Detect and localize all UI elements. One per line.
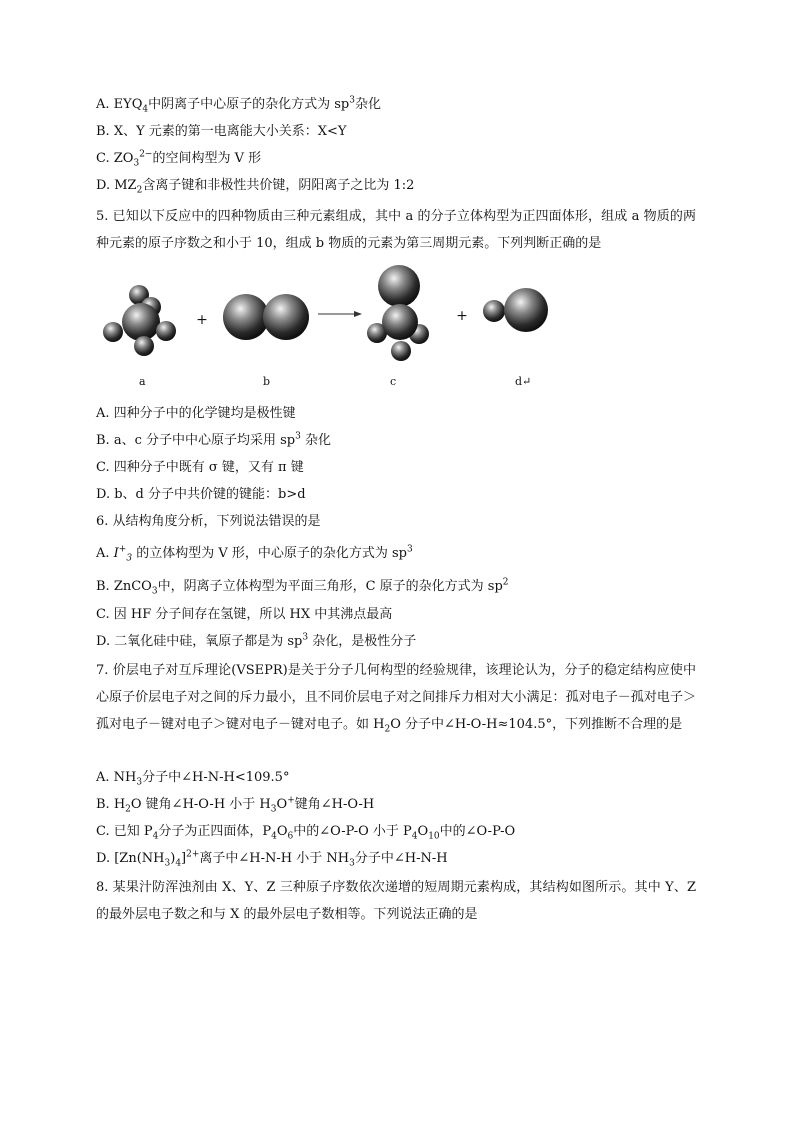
- q6-option-c: C. 因 HF 分子间存在氢键，所以 HX 中其沸点最高: [96, 607, 393, 622]
- atom-a-right: [156, 321, 176, 341]
- q5-option-c: C. 四种分子中既有 σ 键，又有 π 键: [96, 460, 304, 475]
- label-d: d↵: [515, 375, 532, 388]
- plus-sign-1: +: [196, 312, 208, 328]
- q5-reaction-figure: [96, 262, 566, 392]
- q7-option-c: C. 已知 $P_4$分子为正四面体，$P_4O_6$中的∠O-P-O 小于 $P_4O_{10}$中的∠O-P-O: [96, 824, 516, 842]
- q6-stem: 6. 从结构角度分析，下列说法错误的是: [96, 514, 321, 529]
- q8-stem: 8. 某果汁防浑浊剂由 X、Y、Z 三种原子序数依次递增的短周期元素构成，其结构如图所示。其中 Y、Z 的最外层电子数之和与 X 的最外层电子数相等。下列说法正确的是: [96, 880, 696, 922]
- atom-d-small: [483, 300, 505, 322]
- atom-b-left: [223, 294, 269, 340]
- atom-a-center: [122, 303, 160, 341]
- atom-d-large: [504, 288, 548, 332]
- label-a: a: [139, 375, 146, 388]
- q6-option-a: A. $I^+_3$ 的立体构型为 V 形，中心原子的杂化方式为 $sp^3$: [96, 544, 413, 564]
- molecule-a: [103, 285, 176, 356]
- atom-c-center: [382, 304, 418, 340]
- q4-option-a: A. $EYQ_4$中阴离子中心原子的杂化方式为 $sp^3$杂化: [96, 95, 382, 115]
- atom-a-bottom: [134, 336, 154, 356]
- molecule-c: [367, 265, 429, 361]
- molecule-b: [223, 294, 309, 340]
- atom-c-top: [378, 265, 420, 307]
- q5-option-b: B. a、c 分子中中心原子均采用 $sp^3$ 杂化: [96, 431, 331, 448]
- q6-option-b: B. ZnCO$_3$中，阴离子立体构型为平面三角形，C 原子的杂化方式为 $sp^2$: [96, 577, 509, 597]
- reaction-arrow: [318, 311, 362, 317]
- atom-c-bottom: [391, 341, 411, 361]
- q4-option-b: B. X、Y 元素的第一电离能大小关系：X<Y: [96, 124, 347, 139]
- q7-option-b: B. $H_2O$ 键角∠H-O-H 小于 $H_3O^+$键角∠H-O-H: [96, 795, 375, 815]
- q6-option-d: D. 二氧化硅中硅，氧原子都是为 $sp^3$ 杂化，是极性分子: [96, 632, 417, 649]
- q4-option-d: D. $MZ_2$含离子键和非极性共价键，阴阳离子之比为 1:2: [96, 178, 415, 196]
- label-b: b: [263, 375, 271, 388]
- q7-stem: 7. 价层电子对互斥理论(VSEPR)是关于分子几何构型的经验规律，该理论认为，分子的稳定结构应使中心原子价层电子对之间的斥力最小，且不同价层电子对之间排斥力相对大小满足：孤对电子－孤对电子＞孤对电子－键对电子＞键对电子－键对电子。如 $H_2O$ 分子中∠H-O-H≈104.5°，下列推断不合理的是: [96, 663, 696, 735]
- molecule-d: [483, 288, 548, 332]
- atom-b-right: [263, 294, 309, 340]
- q4-option-c: C. $ZO_3^{2-}$的空间构型为 V 形: [96, 149, 262, 169]
- q5-option-d: D. b、d 分子中共价键的键能：b>d: [96, 487, 306, 502]
- q5-option-a: A. 四种分子中的化学键均是极性键: [96, 406, 296, 421]
- q7-option-d: D. $[Zn(NH_3)_4]^{2+}$离子中∠H-N-H 小于 $NH_3$分子中∠H-N-H: [96, 849, 448, 869]
- triiodide-ion: $I^+_3$: [113, 544, 133, 564]
- q7-option-a: A. $NH_3$分子中∠H-N-H<109.5°: [96, 770, 290, 788]
- label-c: c: [390, 375, 397, 388]
- atom-a-left: [103, 322, 123, 342]
- plus-sign-2: +: [456, 308, 468, 324]
- q5-stem: 5. 已知以下反应中的四种物质由三种元素组成，其中 a 的分子立体构型为正四面体形，组成 a 物质的两种元素的原子序数之和小于 10，组成 b 物质的元素为第三周期元素。下列判断正确的是: [96, 209, 696, 251]
- reaction-diagram: [96, 262, 566, 392]
